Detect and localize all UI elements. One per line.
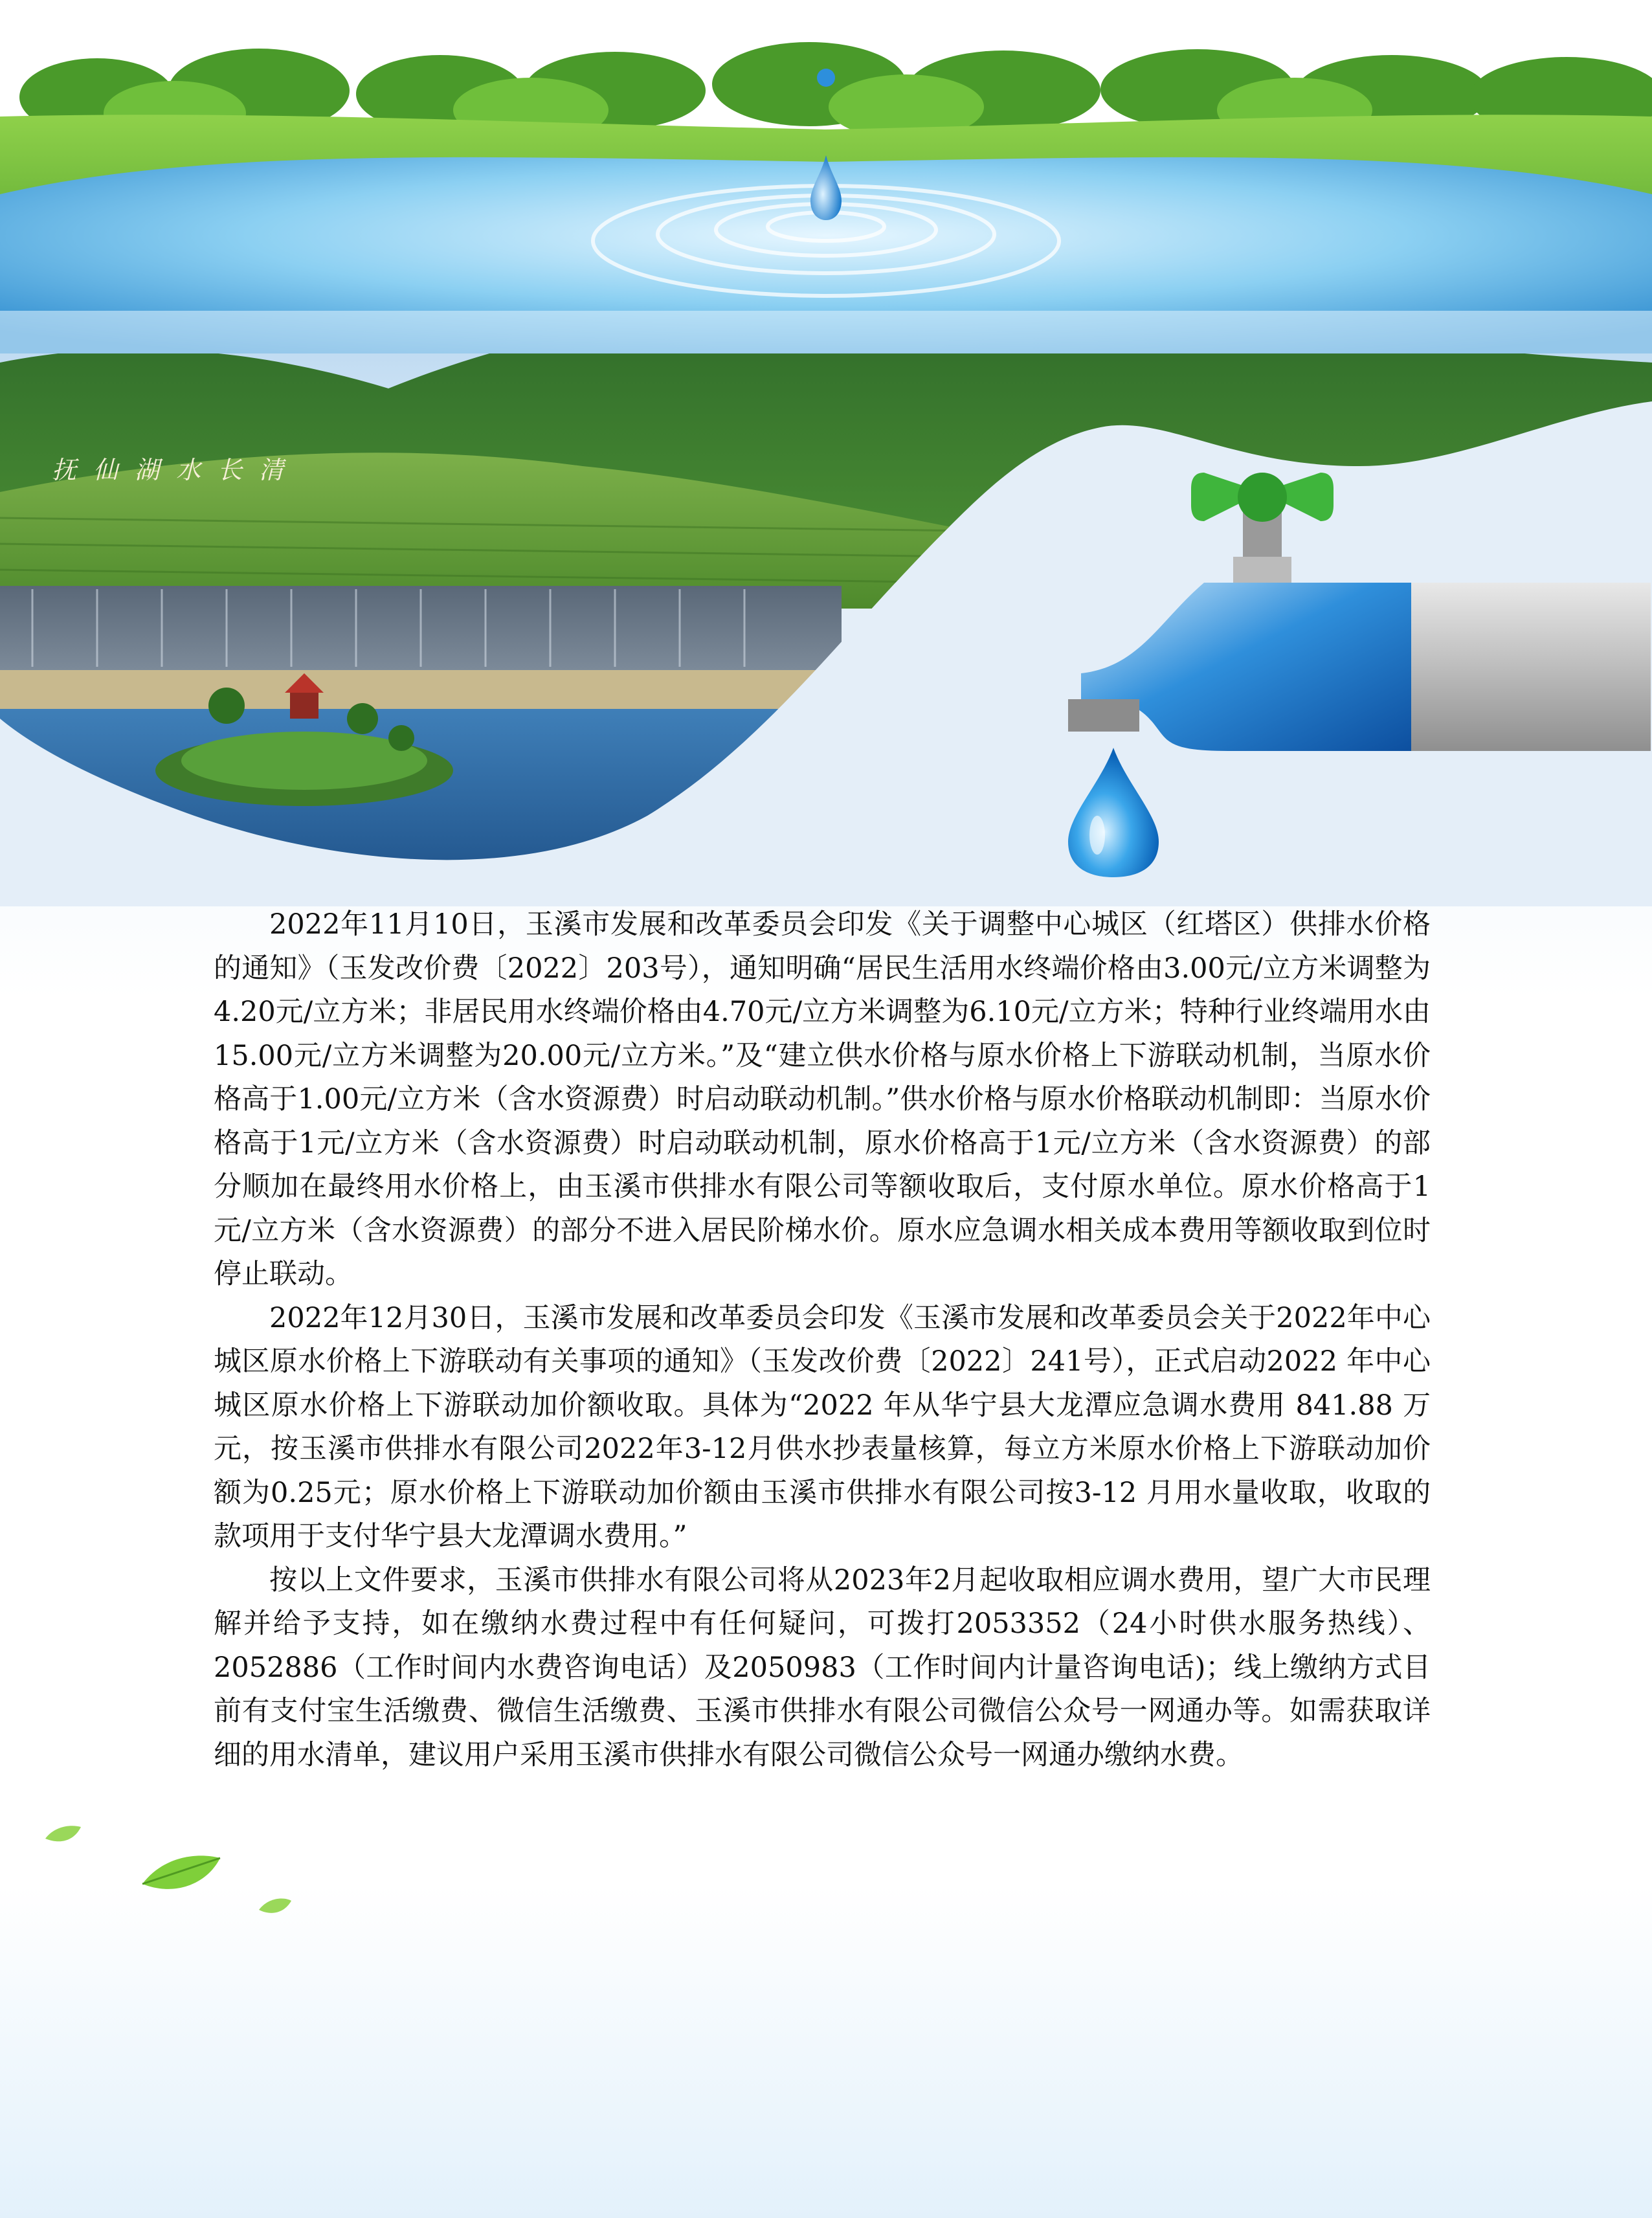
water-drop-icon: [1062, 745, 1165, 880]
hillside-sign: 抚仙湖水长清: [52, 456, 301, 484]
footer-scene: [0, 0, 1652, 353]
article-body: [214, 903, 1431, 1777]
leaf-icon: [26, 1813, 298, 1929]
paragraph-2: 2022年12月30日，玉溪市发展和改革委员会印发《玉溪市发展和改革委员会关于2022年中心城区原水价格上下游联动有关事项的通知》（玉发改价费〔2022〕241号），正式启动2022 年中心城区原水价格上下游联动加价额收取。具体为“2022 年从华宁县大龙潭应急调水费用 841.88 万元，按玉溪市供排水有限公司2022年3-12月供水抄表量核算，每立方米原水价格上下游联动加价额为0.25元；原水价格上下游联动加价额由玉溪市供排水有限公司按3-12 月用水量收取，收取的款项用于支付华宁县大龙潭调水费用。”: [214, 1301, 1431, 1552]
paragraph-3: 按以上文件要求，玉溪市供排水有限公司将从2023年2月起收取相应调水费用，望广大市民理解并给予支持，如在缴纳水费过程中有任何疑问，可拨打2053352（24小时供水服务热线）、2052886（工作时间内水费咨询电话）及2050983（工作时间内计量咨询电话)；线上缴纳方式目前有支付宝生活缴费、微信生活缴费、玉溪市供排水有限公司微信公众号一网通办等。如需获取详细的用水清单，建议用户采用玉溪市供排水有限公司微信公众号一网通办缴纳水费。: [214, 1563, 1431, 1771]
paragraph-1: 2022年11月10日，玉溪市发展和改革委员会印发《关于调整中心城区（红塔区）供排水价格的通知》（玉发改价费〔2022〕203号），通知明确“居民生活用水终端价格由3.00元/立方米调整为4.20元/立方米；非居民用水终端价格由4.70元/立方米调整为6.10元/立方米；特种行业终端用水由15.00元/立方米调整为20.00元/立方米。”及“建立供水价格与原水价格上下游联动机制，当原水价格高于1.00元/立方米（含水资源费）时启动联动机制。”供水价格与原水价格联动机制即：当原水价格高于1元/立方米（含水资源费）时启动联动机制，原水价格高于1元/立方米（含水资源费）的部分顺加在最终用水价格上，由玉溪市供排水有限公司等额收取后，支付原水单位。原水价格高于1元/立方米（含水资源费）的部分不进入居民阶梯水价。原水应急调水相关成本费用等额收取到位时停止联动。: [214, 908, 1431, 1290]
